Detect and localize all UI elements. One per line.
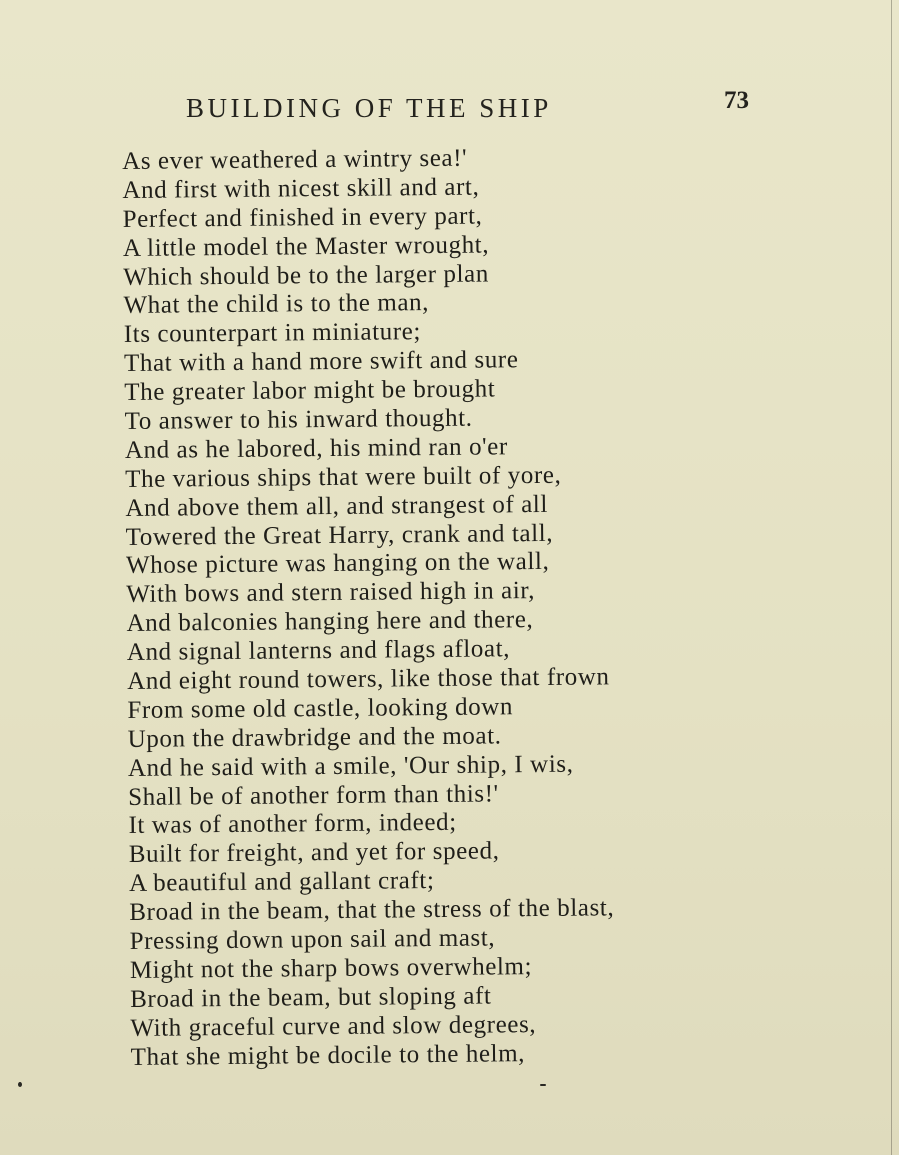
- poem-line: And signal lanterns and flags afloat,: [126, 635, 511, 667]
- poem-line: Which should be to the larger plan: [123, 260, 490, 291]
- poem-line: Might not the sharp bows overwhelm;: [129, 953, 533, 984]
- page-number: 73: [724, 87, 749, 114]
- poem-line: And he said with a smile, 'Our ship, I wis,: [127, 750, 574, 782]
- poem-line: With bows and stern raised high in air,: [126, 577, 536, 609]
- poem-line: That she might be docile to the helm,: [130, 1039, 526, 1071]
- poem-line: A little model the Master wrought,: [122, 231, 490, 262]
- ink-speck: [540, 1084, 546, 1086]
- poem-line: And balconies hanging here and there,: [126, 606, 534, 638]
- poem-line: Shall be of another form than this!': [128, 780, 499, 811]
- poem-line: And eight round towers, like those that frown: [126, 663, 610, 696]
- poem-line: Towered the Great Harry, crank and tall,: [125, 519, 554, 551]
- poem-line: What the child is to the man,: [123, 289, 430, 320]
- poem-text: [122, 142, 791, 1073]
- poem-line: And first with nicest skill and art,: [122, 173, 480, 204]
- running-title: BUILDING OF THE SHIP: [186, 93, 552, 123]
- poem-line: A beautiful and gallant craft;: [128, 867, 435, 898]
- poem-line: The greater labor might be brought: [124, 375, 496, 407]
- page-edge: [891, 0, 892, 1155]
- poem-line: Whose picture was hanging on the wall,: [125, 548, 550, 580]
- poem-line: Perfect and finished in every part,: [122, 202, 483, 233]
- poem-line: Upon the drawbridge and the moat.: [127, 722, 502, 753]
- poem-line: With graceful curve and slow degrees,: [130, 1010, 537, 1042]
- poem-line: That with a hand more swift and sure: [123, 346, 519, 378]
- poem-line: Broad in the beam, but sloping aft: [130, 982, 492, 1013]
- poem-line: And as he labored, his mind ran o'er: [124, 433, 508, 464]
- poem-line: Its counterpart in miniature;: [123, 318, 422, 349]
- poem-line: It was of another form, indeed;: [128, 809, 457, 840]
- poem-line: Broad in the beam, that the stress of the blast,: [129, 894, 615, 927]
- poem-line: And above them all, and strangest of all: [125, 490, 549, 522]
- ink-speck: [18, 1082, 22, 1087]
- poem-line: Pressing down upon sail and mast,: [129, 924, 496, 956]
- poem-line: Built for freight, and yet for speed,: [128, 837, 500, 869]
- poem-line: As ever weathered a wintry sea!': [122, 144, 468, 175]
- poem-line: To answer to his inward thought.: [124, 404, 473, 436]
- poem-line: The various ships that were built of yore,: [125, 461, 562, 493]
- poem-line: From some old castle, looking down: [127, 693, 514, 724]
